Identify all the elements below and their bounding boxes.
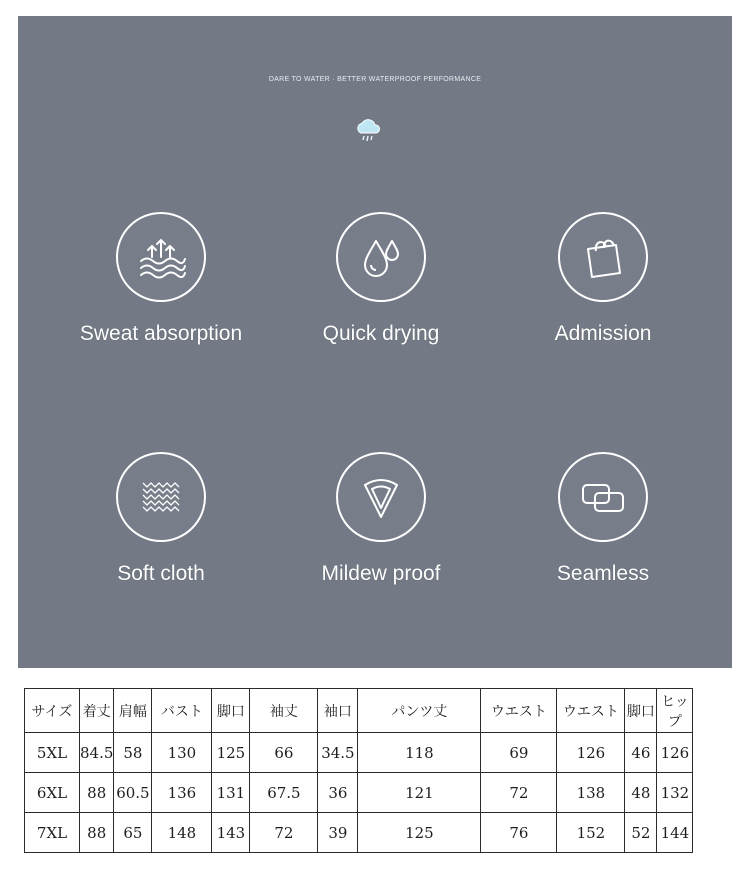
table-cell: 6XL	[25, 773, 80, 813]
table-cell: 39	[318, 813, 358, 853]
feature-admission	[493, 212, 713, 346]
table-cell: 48	[625, 773, 657, 813]
sweat-absorption-icon	[116, 212, 206, 302]
table-cell: 72	[250, 813, 318, 853]
table-cell: 125	[212, 733, 250, 773]
table-cell: 34.5	[318, 733, 358, 773]
table-row	[25, 733, 693, 773]
shopping-bag-icon	[558, 212, 648, 302]
feature-label: Seamless	[556, 562, 650, 585]
table-cell: 88	[80, 813, 114, 853]
cloud-rain-icon	[354, 116, 384, 146]
header-cell: ヒップ	[657, 689, 693, 733]
shield-icon	[336, 452, 426, 542]
table-header-row	[25, 689, 693, 733]
water-drops-icon	[336, 212, 426, 302]
feature-sweat-absorption	[51, 212, 271, 346]
table-cell: 144	[657, 813, 693, 853]
feature-seamless	[493, 452, 713, 586]
header-cell: 脚口	[625, 689, 657, 733]
table-cell: 72	[481, 773, 557, 813]
header-cell: 着丈	[80, 689, 114, 733]
table-cell: 66	[250, 733, 318, 773]
header-cell: ウエスト	[481, 689, 557, 733]
header-cell: 袖丈	[250, 689, 318, 733]
table-row	[25, 773, 693, 813]
table-cell: 67.5	[250, 773, 318, 813]
table-cell: 52	[625, 813, 657, 853]
table-cell: 65	[114, 813, 152, 853]
table-cell: 130	[152, 733, 212, 773]
table-cell: 126	[557, 733, 625, 773]
table-cell: 5XL	[25, 733, 80, 773]
feature-label: Sweat absorption	[79, 322, 243, 345]
feature-label: Soft cloth	[117, 562, 205, 585]
feature-label: Quick drying	[322, 322, 440, 345]
header-cell: バスト	[152, 689, 212, 733]
table-cell: 60.5	[114, 773, 152, 813]
table-cell: 136	[152, 773, 212, 813]
feature-soft-cloth	[51, 452, 271, 586]
header-cell: 袖口	[318, 689, 358, 733]
table-cell: 118	[358, 733, 481, 773]
header-cell: パンツ丈	[358, 689, 481, 733]
woven-fabric-icon	[116, 452, 206, 542]
table-cell: 76	[481, 813, 557, 853]
seamless-panels-icon	[558, 452, 648, 542]
table-cell: 131	[212, 773, 250, 813]
feature-label: Mildew proof	[321, 562, 441, 585]
table-cell: 58	[114, 733, 152, 773]
table-cell: 148	[152, 813, 212, 853]
header-cell: サイズ	[25, 689, 80, 733]
header-cell: ウエスト	[557, 689, 625, 733]
feature-label: Admission	[554, 322, 652, 345]
table-cell: 121	[358, 773, 481, 813]
feature-quick-drying	[271, 212, 491, 346]
table-cell: 88	[80, 773, 114, 813]
table-cell: 69	[481, 733, 557, 773]
table-cell: 84.5	[80, 733, 114, 773]
header-cell: 脚口	[212, 689, 250, 733]
table-cell: 132	[657, 773, 693, 813]
table-cell: 143	[212, 813, 250, 853]
table-row	[25, 813, 693, 853]
feature-banner	[18, 16, 732, 668]
table-cell: 138	[557, 773, 625, 813]
size-table	[24, 688, 693, 853]
table-cell: 36	[318, 773, 358, 813]
feature-mildew-proof	[271, 452, 491, 586]
table-cell: 7XL	[25, 813, 80, 853]
table-cell: 152	[557, 813, 625, 853]
header-cell: 肩幅	[114, 689, 152, 733]
table-cell: 125	[358, 813, 481, 853]
table-cell: 46	[625, 733, 657, 773]
table-cell: 126	[657, 733, 693, 773]
tagline: DARE TO WATER · BETTER WATERPROOF PERFORMANCE	[268, 76, 482, 83]
